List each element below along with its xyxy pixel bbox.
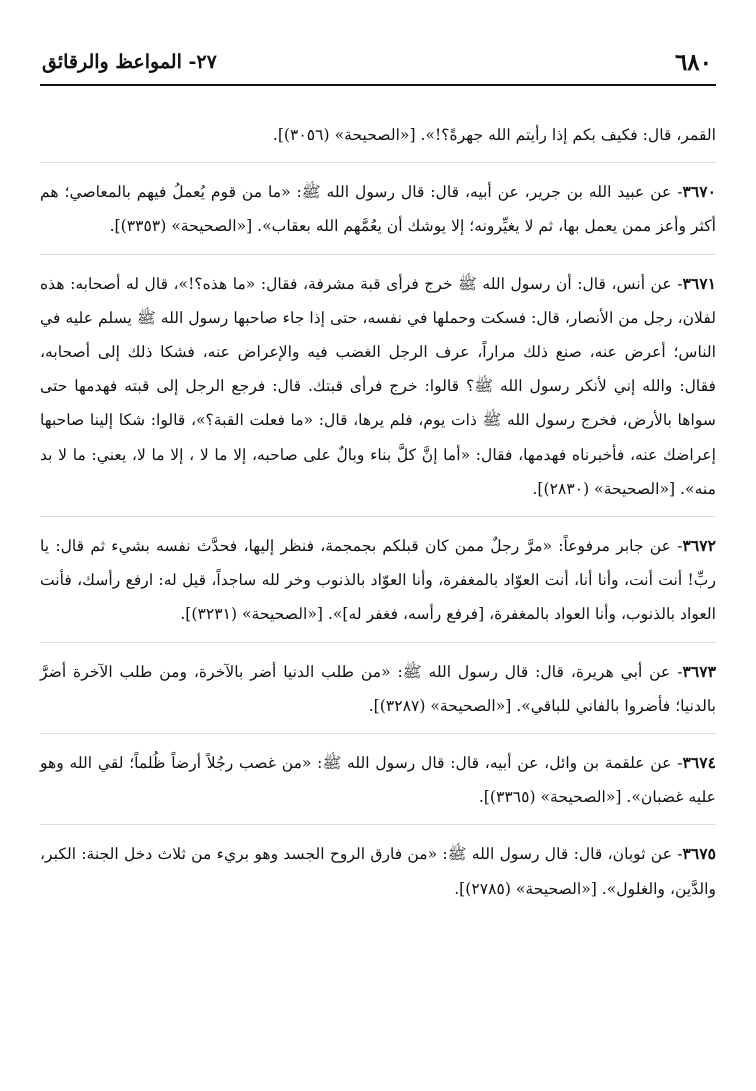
page-number: ٦٨٠: [674, 48, 712, 76]
hadith-3671: [40, 267, 716, 517]
hadith-3673: [40, 655, 716, 734]
hadith-text: - عن علقمة بن وائل، عن أبيه، قال: قال رسول الله ﷺ: «من غصب رجُلاً أرضاً ظُلماً؛ لقي الله وهو عليه غضبان». [«الصحيحة» (٣٣٦٥)].: [40, 754, 716, 807]
hadith-3675: [40, 837, 716, 915]
hadith-number: ٣٦٧٣: [682, 661, 716, 681]
hadith-3672: [40, 529, 716, 643]
page-header: [40, 40, 716, 86]
running-title: ٢٧- المواعظ والرقائق: [42, 51, 217, 73]
hadith-number: ٣٦٧٥: [682, 844, 716, 864]
hadith-text: القمر، قال: فكيف بكم إذا رأيتم الله جهرةً؟!». [«الصحيحة» (٣٠٥٦)].: [272, 126, 716, 144]
hadith-text: - عن أبي هريرة، قال: قال رسول الله ﷺ: «من طلب الدنيا أضر بالآخرة، ومن طلب الآخرة أضرَّ بالدنيا؛ فأضروا بالفاني للباقي». [«الصحيحة» (٣٢٨٧)].: [40, 662, 716, 715]
hadith-number: ٣٦٧٢: [682, 536, 717, 556]
hadith-text: - عن ثوبان، قال: قال رسول الله ﷺ: «من فارق الروح الجسد وهو بريء من ثلاث دخل الجنة: الكبر، والدَّين، والغلول». [«الصحيحة» (٢٧٨٥)].: [40, 845, 716, 898]
hadith-number: ٣٦٧١: [682, 273, 716, 293]
hadith-text: - عن جابر مرفوعاً: «مرَّ رجلٌ ممن كان قبلكم بجمجمة، فنظر إليها، فحدَّث نفسه بشيء ثم قال: يا ربِّ! أنت أنت، وأنا أنا، أنت العوّاد بالمغفرة، وأنا العوّاد بالذنوب وخر لله ساجداً، قيل له: ارفع رأسك، فأنت العواد بالذنوب، وأنا العواد بالمغفرة، [فرفع رأسه، فغفر له]». [«الصحيحة» (٣٢٣١)].: [40, 537, 716, 624]
page-body: [40, 118, 716, 928]
hadith-number: ٣٦٧٠: [682, 182, 716, 202]
paragraph-continuation: [40, 118, 716, 163]
hadith-number: ٣٦٧٤: [682, 753, 716, 773]
hadith-3674: [40, 746, 716, 825]
hadith-text: - عن عبيد الله بن جرير، عن أبيه، قال: قال رسول الله ﷺ: «ما من قوم يُعملُ فيهم بالمعاصي؛ هم أكثر وأعز ممن يعمل بها، ثم لا يغيِّرونه؛ إلا يوشك أن يعُمَّهم الله بعقاب». [«الصحيحة» (٣٣٥٣)].: [40, 183, 716, 236]
hadith-text: - عن أنس، قال: أن رسول الله ﷺ خرج فرأى قبة مشرفة، فقال: «ما هذه؟!»، قال له أصحابه: هذه لفلان، رجل من الأنصار، قال: فسكت وحملها في نفسه، حتى إذا جاء صاحبها رسول الله ﷺ يسلم عليه في الناس؛ أعرض عنه، صنع ذلك مراراً، عرف الرجل الغضب فيه والإعراض عنه، فشكا ذلك إلى أصحابه، فقال: والله إني لأنكر رسول الله ﷺ؟ قالوا: خرج فرأى قبتك. قال: فرجع الرجل إلى قبته فهدمها حتى سواها بالأرض، فخرج رسول الله ﷺ ذات يوم، فلم يرها، قال: «ما فعلت القبة؟»، قالوا: شكا إلينا صاحبها إعراضك عنه، فأخبرناه فهدمها، فقال: «أما إنَّ كلَّ بناء وبالٌ على صاحبه، إلا ما لا ، إلا ما لا، يعني: ما لا بد منه». [«الصحيحة» (٢٨٣٠)].: [40, 274, 717, 498]
hadith-3670: [40, 175, 716, 254]
